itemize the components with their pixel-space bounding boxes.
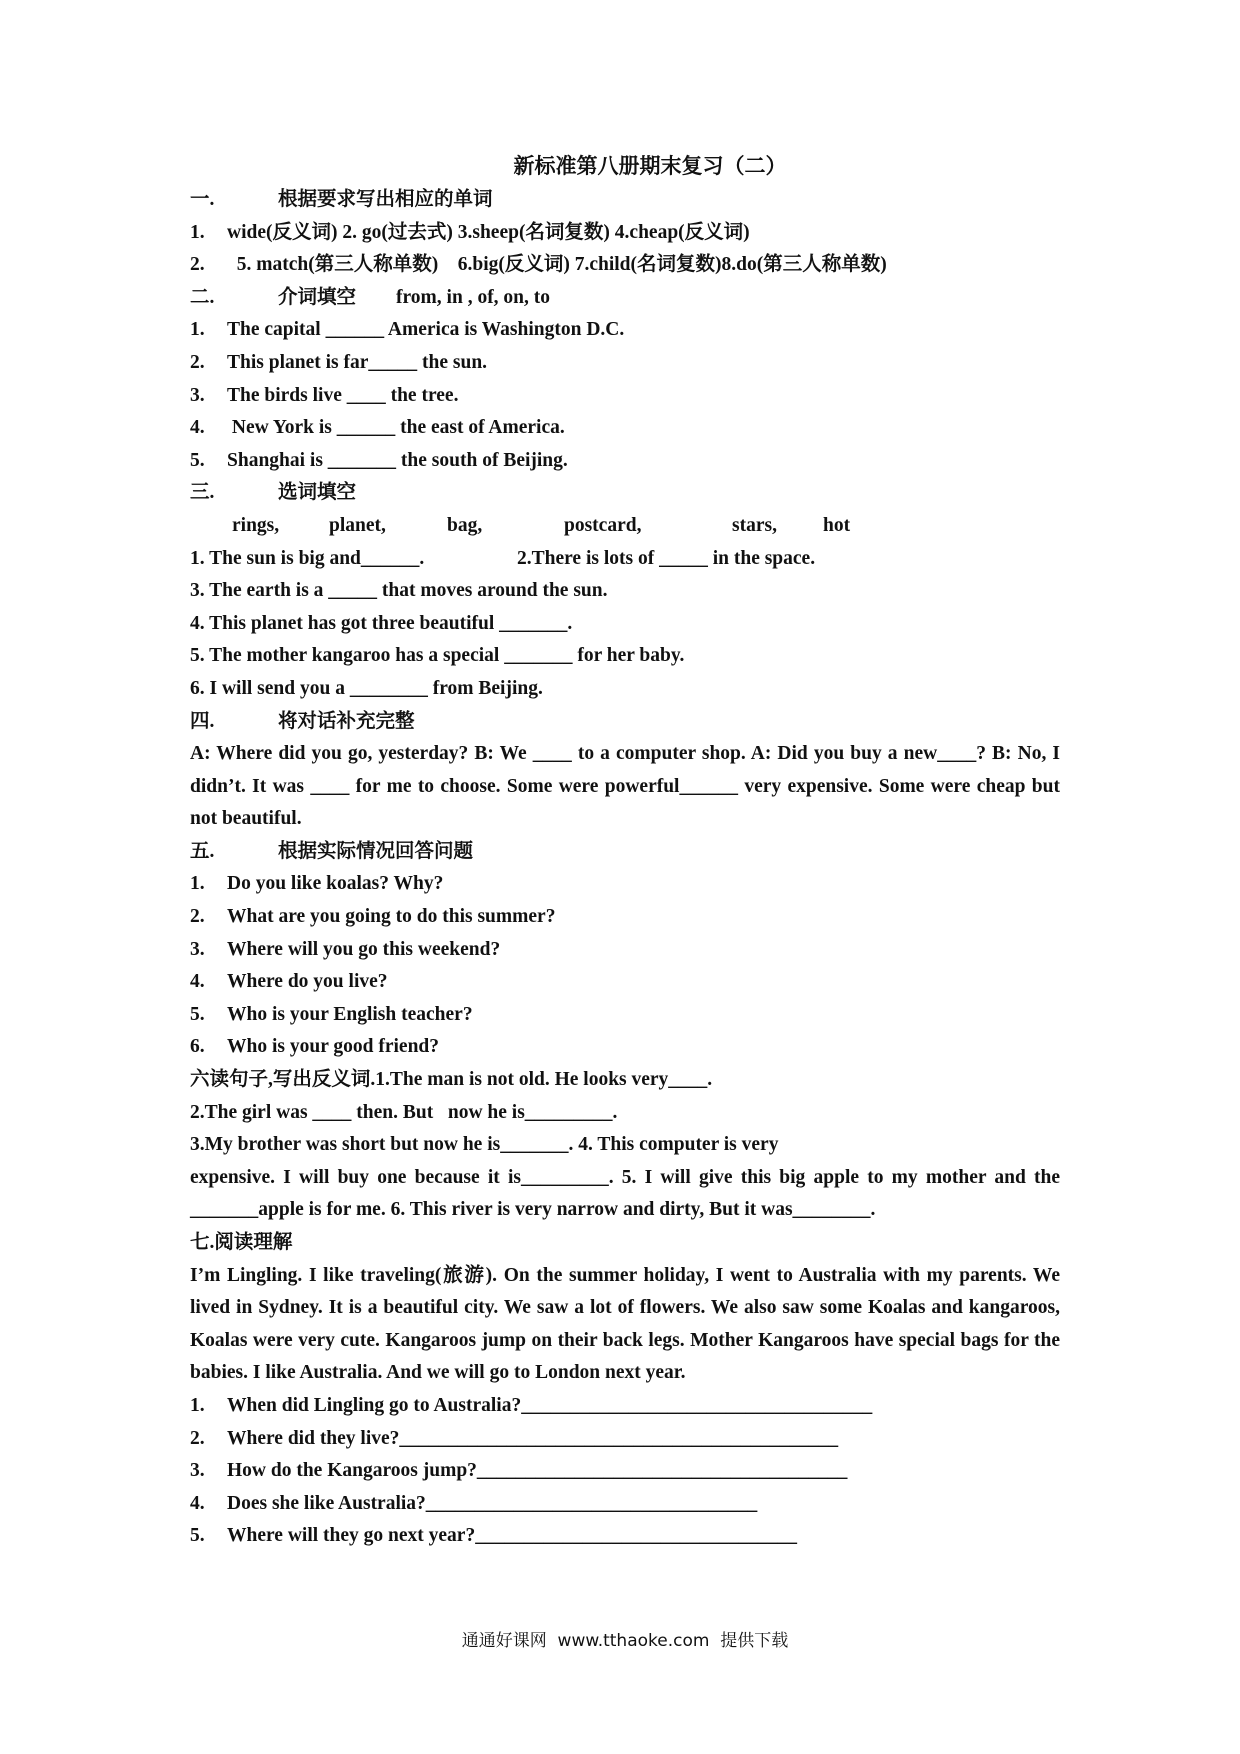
word-option: stars, [732,514,777,536]
list-item: 1. When did Lingling go to Australia?____________________________________ [190,1394,873,1416]
list-item: 3. How do the Kangaroos jump?______________________________________ [190,1460,848,1482]
word-option: bag, [447,514,483,536]
section-7-heading: 七.阅读理解 [190,1232,293,1253]
list-item: 4. New York is ______ the east of America. [190,417,565,439]
word-option: planet, [329,514,386,536]
section-number: 二. [190,286,215,308]
list-item: 5. Shanghai is _______ the south of Beijing. [190,449,568,471]
section-number: 五. [190,840,215,862]
section-title: 介词填空 [278,286,357,308]
list-item: 3. Where will you go this weekend? [190,938,501,960]
list-item: 5. Where will they go next year?_________________________________ [190,1525,797,1547]
word-option: rings, [232,514,280,536]
section-title: 将对话补充完整 [278,710,415,732]
list-item: 4. Does she like Australia?__________________________________ [190,1492,758,1514]
list-item: 1. The capital ______ America is Washington D.C. [190,319,625,341]
section-1-heading [190,184,1060,217]
section-title: 根据实际情况回答问题 [278,840,474,862]
section-4-heading [190,706,1060,739]
list-item: 5. The mother kangaroo has a special _______ for her baby. [190,645,685,667]
word-option: postcard, [564,514,642,536]
list-item: 6. I will send you a ________ from Beijing. [190,677,543,699]
page-footer: 通通好课网 www.tthaoke.com 提供下载 [461,1631,789,1651]
section-title: 选词填空 [278,482,357,504]
word-bank [190,510,1060,543]
dialogue-paragraph: A: Where did you go, yesterday? B: We ____ to a computer shop. A: Did you buy a new____? B: No, I didn’t. It was ____ for me to choose. Some were powerful______ very expensive. Some were cheap but not beautiful. [190,743,1060,830]
reading-passage: I’m Lingling. I like traveling(旅游). On the summer holiday, I went to Australia with my parents. We lived in Sydney. It is a beautiful city. We saw a lot of flowers. We also saw some Koalas and kangaroos, Koalas were very cute. Kangaroos jump on their back legs. Mother Kangaroos have special bags for the babies. I like Australia. And we will go to London next year. [190,1264,1060,1384]
list-item: 3. The birds live ____ the tree. [190,384,459,406]
section-2-heading [190,282,1060,315]
list-item: 2. 5. match(第三人称单数) 6.big(反义词) 7.child(名词复数)8.do(第三人称单数) [190,254,887,276]
list-item: 3. The earth is a _____ that moves around the sun. [190,580,608,602]
list-item: 1. Do you like koalas? Why? [190,873,444,895]
list-item: 3.My brother was short but now he is_______. 4. This computer is very [190,1134,779,1156]
list-item: 2. This planet is far_____ the sun. [190,351,488,373]
list-item: 2.The girl was ____ then. But now he is_________. [190,1101,618,1123]
section-number: 四. [190,710,215,732]
section-5-heading [190,836,1060,869]
list-item: 2. What are you going to do this summer? [190,906,556,928]
list-item: 6. Who is your good friend? [190,1036,440,1058]
list-item: 4. This planet has got three beautiful _______. [190,612,573,634]
section-number: 一. [190,189,215,210]
worksheet-content [190,184,1060,1553]
word-bank: from, in , of, on, to [396,286,551,308]
section-title: 根据要求写出相应的单词 [278,189,493,210]
list-item: 2. Where did they live?_____________________________________________ [190,1427,839,1449]
word-option: hot [823,514,851,536]
list-item: 4. Where do you live? [190,971,388,993]
section-number: 三. [190,482,215,504]
page-title: 新标准第八册期末复习（二） [513,154,787,178]
section-6-heading: 六读句子,写出反义词.1.The man is not old. He looks very____. [190,1069,713,1091]
section-3-heading [190,477,1060,510]
list-item: 1. wide(反义词) 2. go(过去式) 3.sheep(名词复数) 4.cheap(反义词) [190,221,750,243]
list-item: 5. Who is your English teacher? [190,1003,473,1025]
list-item: 1. The sun is big and______. 2.There is lots of _____ in the space. [190,547,816,569]
antonym-paragraph: expensive. I will buy one because it is_________. 5. I will give this big apple to my mother and the _______apple is for me. 6. This river is very narrow and dirty, But it was________. [190,1166,1060,1221]
